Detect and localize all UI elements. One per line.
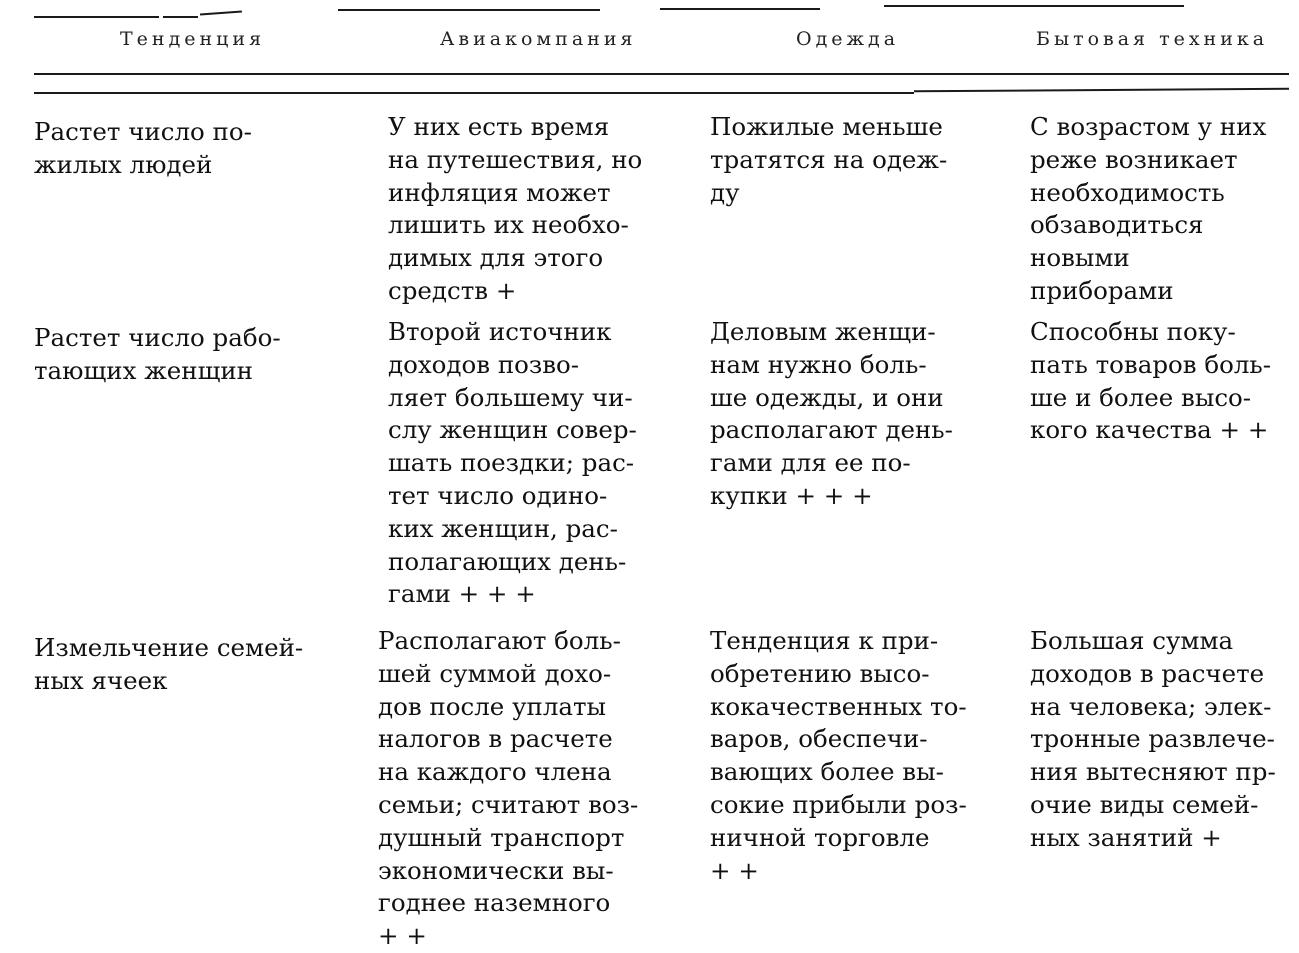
top-rule-segment-2 — [163, 16, 198, 18]
top-rule-segment-5 — [660, 8, 820, 10]
top-rule-segment-3 — [200, 11, 242, 16]
row3-appliances: Большая сумма доходов в расчете на человека; элек- тронные развлече- ния вытесняют пр- очие виды семей- ных занятий + — [1030, 626, 1276, 852]
header-underline-rule — [34, 73, 1289, 75]
row1-trend: Растет число по- жилых людей — [34, 117, 252, 179]
row1-airline: У них есть время на путешествия, но инфляция может лишить их необхо- димых для этого средств + — [388, 112, 643, 305]
row1-clothing: Пожилые меньше тратятся на одеж- ду — [710, 112, 948, 207]
header-appliances: Бытовая техника — [1036, 28, 1269, 50]
header-trend: Тенденция — [120, 28, 266, 50]
top-rule-segment-1 — [34, 16, 159, 18]
header-airline: Авиакомпания — [440, 28, 637, 50]
header-clothing: Одежда — [796, 28, 900, 50]
header-bottom-rule-right — [914, 88, 1289, 93]
row3-airline: Располагают боль- шей суммой дохо- дов после уплаты налогов в расчете на каждого члена семьи; считают воз- душный транспорт экономически вы- годнее наземного + + — [378, 626, 639, 951]
row2-appliances: Способны поку- пать товаров боль- ше и более высо- кого качества + + — [1030, 317, 1272, 445]
top-rule-segment-4 — [338, 9, 600, 11]
row2-clothing: Деловым женщи- нам нужно боль- ше одежды, и они располагают день- гами для ее по- купки + + + — [710, 317, 953, 510]
row3-trend: Измельчение семей- ных ячеек — [34, 633, 304, 695]
top-rule-segment-6 — [884, 5, 1184, 7]
row2-trend: Растет число рабо- тающих женщин — [34, 323, 281, 385]
row1-appliances: С возрастом у них реже возникает необходимость обзаводиться новыми приборами — [1030, 112, 1267, 305]
header-bottom-rule — [34, 92, 914, 94]
row3-clothing: Тенденция к при- обретению высо- кокачественных то- варов, обеспечи- вающих более вы- сокие прибыли роз- ничной торговле + + — [710, 626, 967, 885]
row2-airline: Второй источник доходов позво- ляет большему чи- слу женщин совер- шать поездки; рас- тет число одино- ких женщин, рас- полагающих день- гами + + + — [388, 317, 637, 609]
